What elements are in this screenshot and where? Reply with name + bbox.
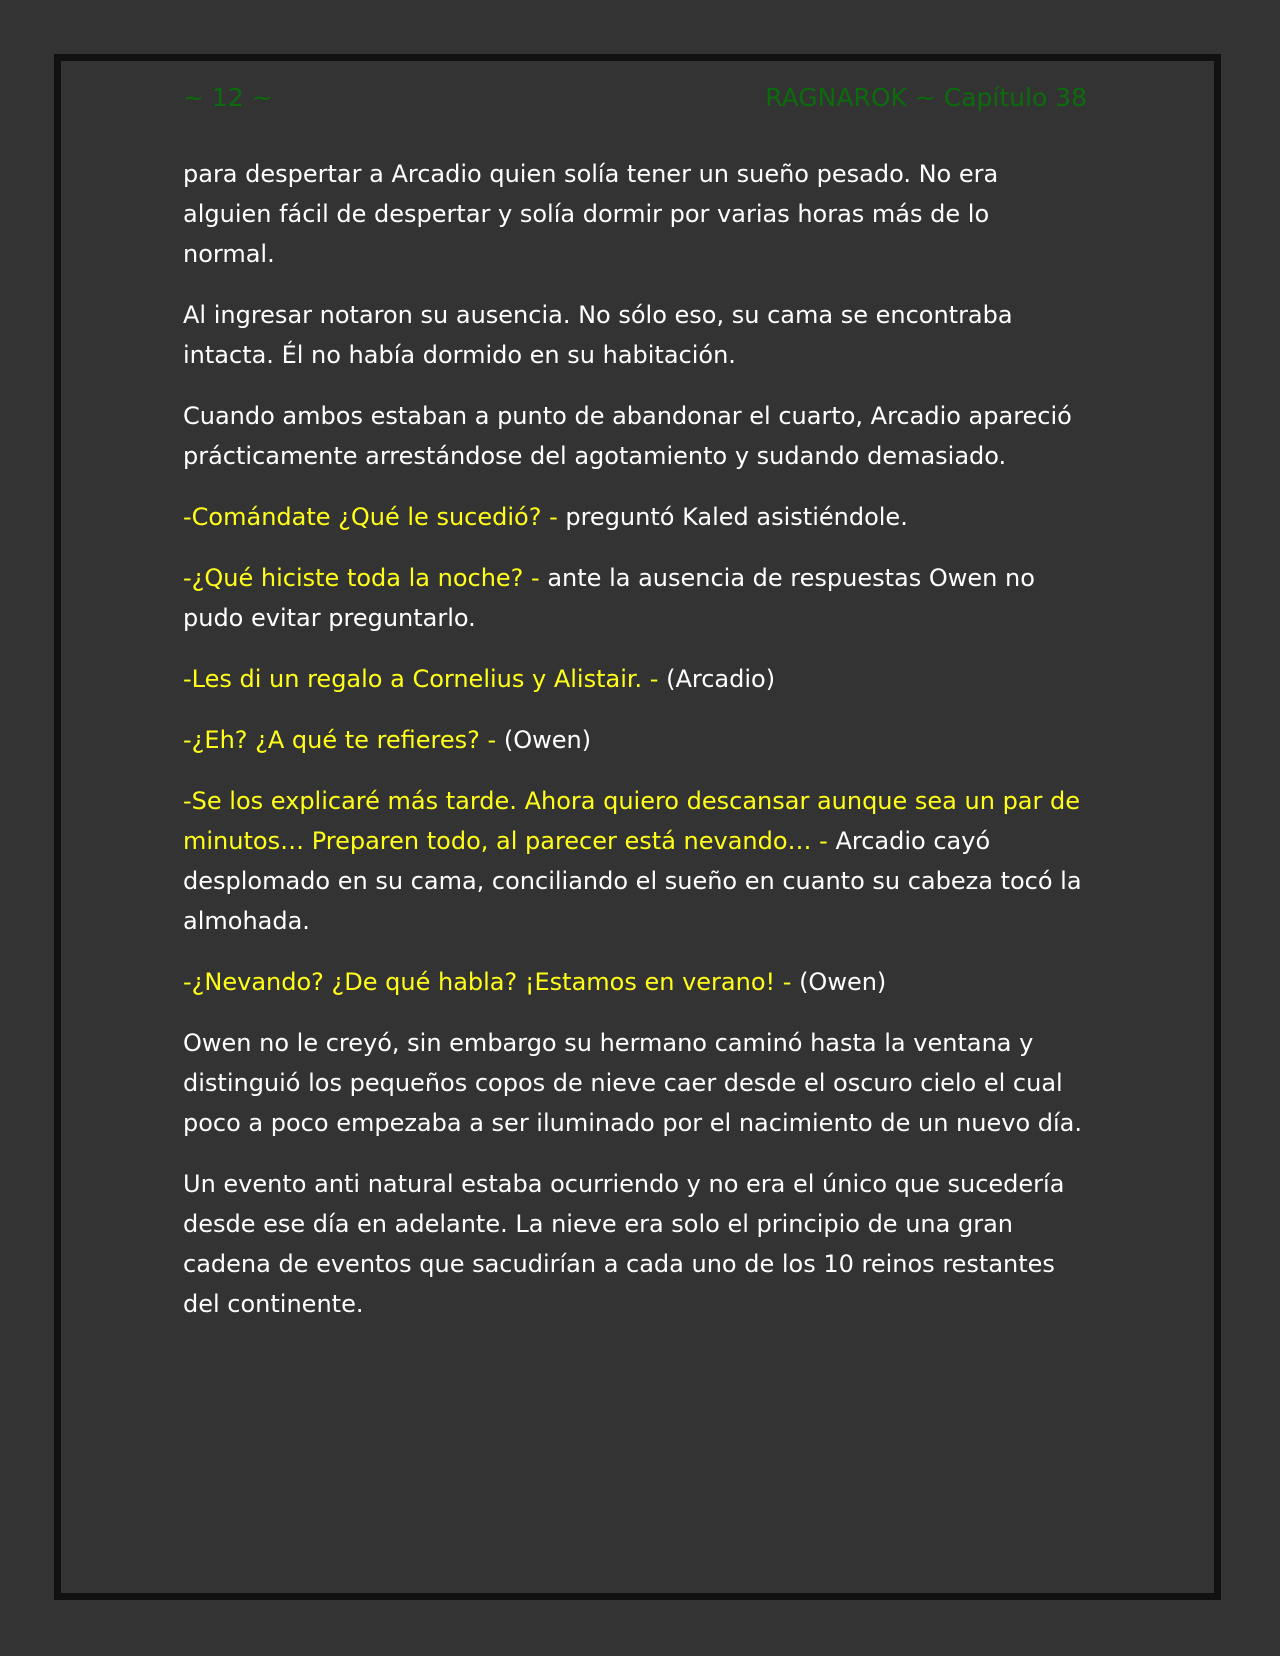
- dialogue-paragraph: [183, 497, 1088, 537]
- paragraph: [183, 295, 1088, 375]
- narration-text: Al ingresar notaron su ausencia. No sólo eso, su cama se encontraba intacta. Él no había dormido en su habitación.: [183, 301, 1013, 369]
- narration-text: ante la ausencia de respuestas Owen no pudo evitar preguntarlo.: [183, 564, 1035, 632]
- page-number: ~ 12 ~: [183, 83, 273, 112]
- speaker-tag: (Owen): [799, 968, 887, 996]
- dialogue-paragraph: [183, 720, 1088, 760]
- paragraph: [183, 154, 1088, 274]
- narration-text: Cuando ambos estaban a punto de abandonar el cuarto, Arcadio apareció prácticamente arrestándose del agotamiento y sudando demasiado.: [183, 402, 1072, 470]
- paragraph: [183, 1023, 1088, 1143]
- dialogue-text: -Comándate ¿Qué le sucedió? -: [183, 503, 566, 531]
- narration-text: preguntó Kaled asistiéndole.: [565, 503, 908, 531]
- page-frame: [54, 54, 1221, 1600]
- narration-text: Arcadio cayó desplomado en su cama, conciliando el sueño en cuanto su cabeza tocó la almohada.: [183, 827, 1082, 935]
- speaker-tag: (Owen): [503, 726, 592, 754]
- speaker-tag: (Arcadio): [666, 665, 776, 693]
- chapter-body: [183, 154, 1088, 1345]
- page-header: [183, 83, 1087, 123]
- paragraph: [183, 1164, 1088, 1324]
- dialogue-paragraph: [183, 962, 1088, 1002]
- narration-text: Owen no le creyó, sin embargo su hermano caminó hasta la ventana y distinguió los pequeños copos de nieve caer desde el oscuro cielo el cual poco a poco empezaba a ser iluminado por el nacimiento de un nuevo día.: [183, 1029, 1082, 1137]
- narration-text: para despertar a Arcadio quien solía tener un sueño pesado. No era alguien fácil de despertar y solía dormir por varias horas más de lo normal.: [183, 160, 999, 268]
- paragraph: [183, 396, 1088, 476]
- dialogue-text: -¿Eh? ¿A qué te refieres? -: [183, 726, 504, 754]
- dialogue-paragraph: [183, 781, 1088, 941]
- dialogue-text: -Les di un regalo a Cornelius y Alistair. -: [183, 665, 667, 693]
- running-title: RAGNAROK ~ Capítulo 38: [765, 83, 1087, 112]
- dialogue-text: -¿Qué hiciste toda la noche? -: [183, 564, 548, 592]
- dialogue-text: -¿Nevando? ¿De qué habla? ¡Estamos en verano! -: [183, 968, 800, 996]
- dialogue-paragraph: [183, 558, 1088, 638]
- dialogue-paragraph: [183, 659, 1088, 699]
- narration-text: Un evento anti natural estaba ocurriendo y no era el único que sucedería desde ese día en adelante. La nieve era solo el principio de una gran cadena de eventos que sacudirían a cada uno de los 10 reinos restantes del continente.: [183, 1170, 1065, 1318]
- dialogue-text: -Se los explicaré más tarde. Ahora quiero descansar aunque sea un par de minutos… Preparen todo, al parecer está nevando… -: [183, 787, 1080, 855]
